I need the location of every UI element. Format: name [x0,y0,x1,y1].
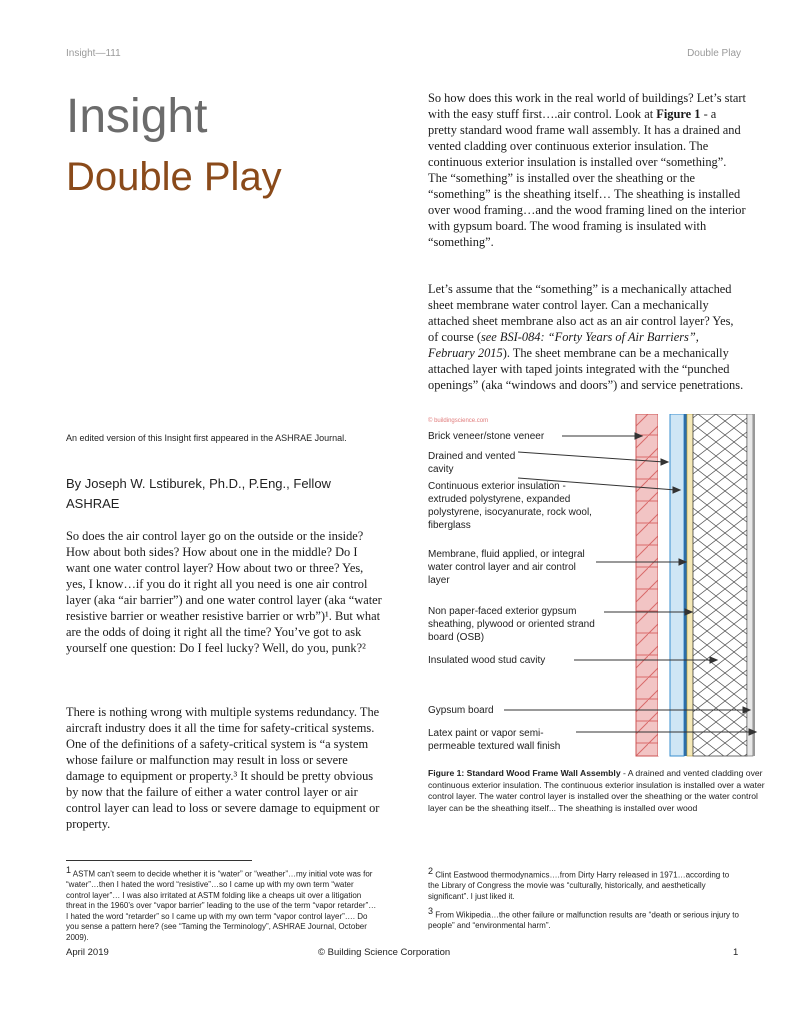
right-paragraph-1: So how does this work in the real world of buildings? Let’s start with the easy stuff first….air control. Look at Figure 1 - a pretty standard wood frame wall assembly. It has a drained and vented cladding over continuous exterior insulation. The continuous exterior insulation is installed over “something”. The “something” is installed over the sheathing or the “something” is the sheathing itself… The sheathing is installed over wood framing…and the wood framing lined on the interior with gypsum board. The wood framing is insulated with “something”. [428,91,746,249]
membrane-layer [684,414,687,756]
page-number: 1 [733,947,739,958]
running-header-left: Insight—111 [66,48,121,59]
label-stud-cavity: Insulated wood stud cavity [428,655,546,666]
label-gypsum-board: Gypsum board [428,705,494,716]
rigid-insulation-layer [670,414,684,756]
running-header-right: Double Play [687,48,741,59]
right-paragraph-2: Let’s assume that the “something” is a mechanically attached sheet membrane water control layer. Can a mechanically attached sheet membrane also act as an air control layer? Yes, of course (see BSI-084: “Forty Years of Air Barriers”, February 2015). The sheet membrane can be a mechanically attached layer with taped joints integrated with the “punched openings” (aka “windows and doors”) and service penetrations. [428,282,744,392]
label-exterior-insulation: Continuous exterior insulation - extruded polystyrene, expanded polystyrene, isocyanurate, rock wool, fiberglass [428,481,592,531]
bsi-084-reference: see BSI-084: “Forty Years of Air Barriers”, February 2015 [428,330,699,360]
label-brick-veneer: Brick veneer/stone veneer [428,431,545,442]
page-subtitle: Double Play [66,155,282,199]
label-membrane: Membrane, fluid applied, or integral water control layer and air control layer [428,549,585,586]
intro-note: An edited version of this Insight first appeared in the ASHRAE Journal. [66,433,347,443]
gypsum-board-layer [747,414,753,756]
brick-veneer-layer [636,414,658,756]
author-byline: By Joseph W. Lstiburek, Ph.D., P.Eng., Fellow ASHRAE [66,476,331,511]
footnote-divider [66,860,252,861]
vented-cavity-layer [658,414,670,756]
footnote-3: 3 From Wikipedia…the other failure or malfunction results are “death or serious injury to people” and “environmental harm”. [428,906,739,931]
footer-copyright: © Building Science Corporation [318,947,451,958]
paint-layer [753,414,755,756]
figure-copyright: © buildingscience.com [428,418,489,424]
figure-1-caption: Figure 1: Standard Wood Frame Wall Assembly - A drained and vented cladding over continuous exterior insulation. The continuous exterior insulation is installed over a water control layer. The water control layer is installed over the sheathing or the water control layer can be the sheathing itself... The sheathing is installed over wood [428,768,765,813]
left-paragraph-2: There is nothing wrong with multiple systems redundancy. The aircraft industry does it all the time for safety-critical systems. One of the definitions of a safety-critical system is “a system whose failure or malfunction may result in loss or severe damage to equipment or property.³ It should be pretty obvious by now that the failure of either a water control layer or air control layer can lead to loss or severe damage to equipment or property. [66,705,380,831]
figure-1 [428,414,766,760]
label-sheathing: Non paper-faced exterior gypsum sheathing, plywood or oriented strand board (OSB) [428,606,595,643]
stud-cavity-layer [693,414,747,756]
left-paragraph-1: So does the air control layer go on the outside or the inside? How about both sides? How about one in the middle? Do I want one water control layer? How about two or three? Yes, yes, I know…if you do it right all you need is one air control layer (aka “air barrier”) and one water control layer (aka “water resistive barrier or weather resistive barrier or wrb”)¹. But what are the odds of doing it right all the time? You’ve got to ask yourself one question: Do I feel lucky? Well, do you, punk?² [66,529,382,655]
footnote-1: 1 ASTM can’t seem to decide whether it is “water” or “weather”…my initial vote was for “water”…then I hated the word “resistive”…so I came up with my own term “water control layer”… I was also irritated at ASTM folding like a cheaps uit over a litigation threat in the 1960’s over “vapor barrier” leading to the use of the term “vapor retarder”…I hated the word “retarder” so I came up with my own term “vapor control layer”…. Do you sense a pattern here? (see “Taming the Terminology”, ASHRAE Journal, October 2009). [66,865,377,942]
figure-1-reference: Figure 1 [656,107,701,121]
footnote-2: 2 Clint Eastwood thermodynamics….from Dirty Harry released in 1971…according to the Library of Congress the movie was “culturally, historically, and aesthetically significant”. I just liked it. [428,866,730,901]
page-title: Insight [66,90,208,143]
label-latex-paint: Latex paint or vapor semi-permeable textured wall finish [428,728,561,752]
footer-date: April 2019 [66,947,109,958]
sheathing-layer [687,414,693,756]
label-vented-cavity: Drained and vented cavity [428,451,516,475]
